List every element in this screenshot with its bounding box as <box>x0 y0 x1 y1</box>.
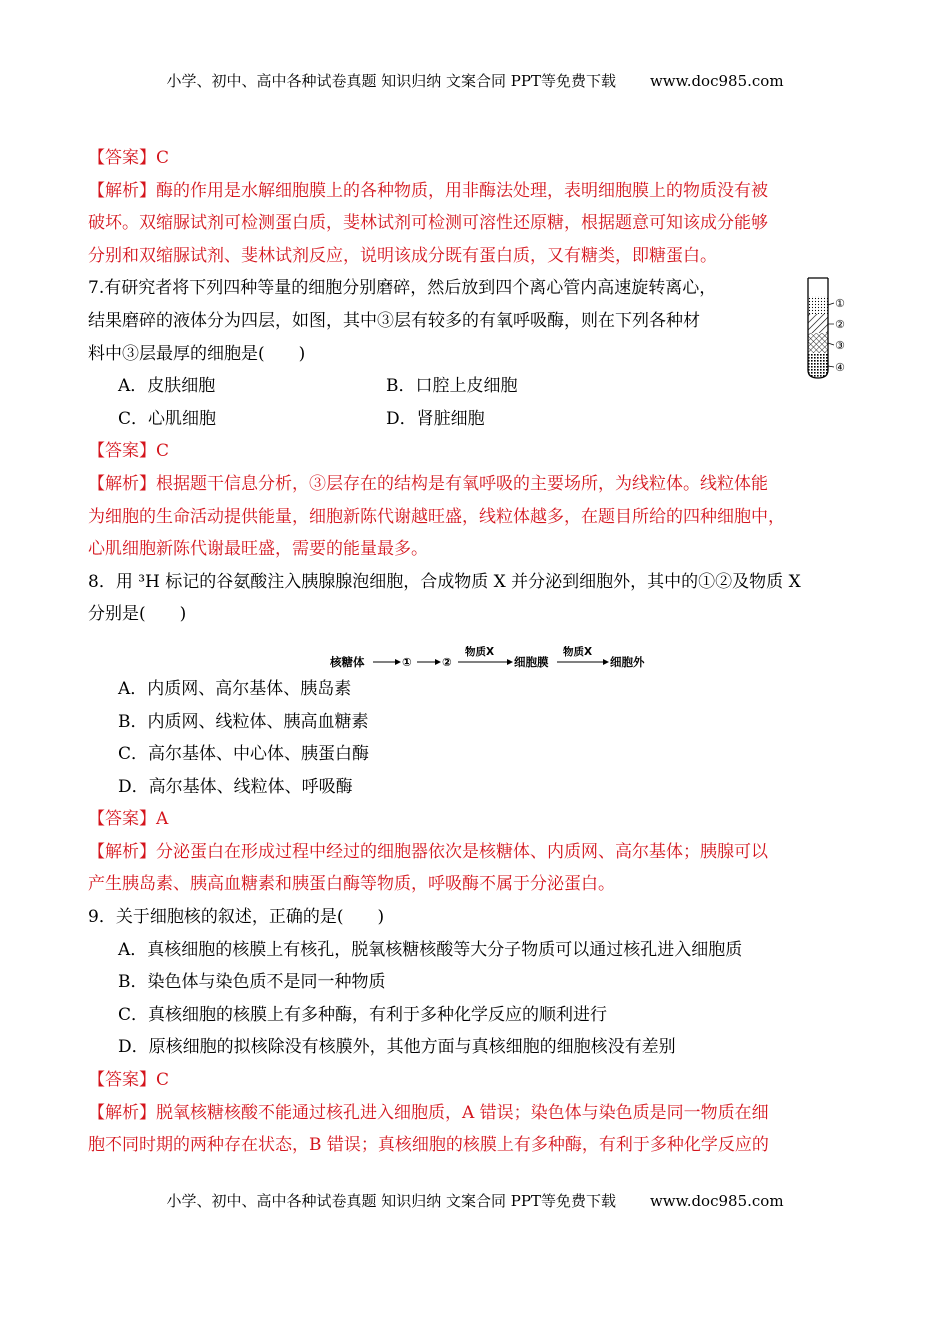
option-line: B．染色体与染色质不是同一种物质 <box>118 972 386 993</box>
page-footer <box>0 1190 950 1211</box>
question-line: 8．用 ³H 标记的谷氨酸注入胰腺腺泡细胞，合成物质 X 并分泌到细胞外，其中的①②及物质 X <box>88 571 801 592</box>
answer-line: 分别和双缩脲试剂、斐林试剂反应，说明该成分既有蛋白质，又有糖类，即糖蛋白。 <box>88 245 717 266</box>
option-line: C．高尔基体、中心体、胰蛋白酶 <box>118 744 370 765</box>
option-text: D．肾脏细胞 <box>386 408 485 429</box>
answer-line: 破坏。双缩脲试剂可检测蛋白质，斐林试剂可检测可溶性还原糖，根据题意可知该成分能够 <box>88 213 768 234</box>
header-site: www.doc985.com <box>649 72 784 90</box>
tube-label-4: ④ <box>835 361 845 374</box>
answer-line: 【解析】酶的作用是水解细胞膜上的各种物质，用非酶法处理，表明细胞膜上的物质没有被 <box>88 180 768 201</box>
page-header <box>0 70 950 91</box>
option-text: B．口腔上皮细胞 <box>386 376 518 397</box>
footer-text: 小学、初中、高中各种试卷真题 知识归纳 文案合同 PPT等免费下载 <box>166 1192 616 1210</box>
question-line: 分别是( ) <box>88 604 187 625</box>
flow-arrow-label-1: 物质X <box>465 646 495 658</box>
answer-line: 【答案】C <box>88 1070 170 1091</box>
question-line: 结果磨碎的液体分为四层，如图，其中③层有较多的有氧呼吸酶，则在下列各种材 <box>88 310 700 331</box>
flow-node-ribosome: 核糖体 <box>330 655 365 669</box>
option-line: B．内质网、线粒体、胰高血糖素 <box>118 711 369 732</box>
footer-site: www.doc985.com <box>649 1192 784 1210</box>
question-line: 料中③层最厚的细胞是( ) <box>88 343 306 364</box>
header-text: 小学、初中、高中各种试卷真题 知识归纳 文案合同 PPT等免费下载 <box>166 72 616 90</box>
tube-layer-4 <box>808 353 828 378</box>
answer-line: 【答案】A <box>88 809 169 830</box>
secretion-flow-diagram <box>330 646 660 674</box>
question-line: 7.有研究者将下列四种等量的细胞分别磨碎，然后放到四个离心管内高速旋转离心， <box>88 278 717 299</box>
option-line: D．原核细胞的拟核除没有核膜外，其他方面与真核细胞的细胞核没有差别 <box>118 1037 676 1058</box>
option-line: A．真核细胞的核膜上有核孔，脱氧核糖核酸等大分子物质可以通过核孔进入细胞质 <box>118 939 743 960</box>
option-row <box>88 403 868 436</box>
answer-line: 【解析】根据题干信息分析，③层存在的结构是有氧呼吸的主要场所，为线粒体。线粒体能 <box>88 473 768 494</box>
tube-label-2: ② <box>835 318 845 331</box>
answer-line: 【答案】C <box>88 148 170 168</box>
flow-node-outside: 细胞外 <box>610 655 645 669</box>
answer-line: 【答案】C <box>88 441 170 462</box>
option-text: A．皮肤细胞 <box>118 376 216 397</box>
question-line: 9．关于细胞核的叙述，正确的是( ) <box>88 907 385 928</box>
tube-label-1: ① <box>835 297 845 310</box>
flow-node-membrane: 细胞膜 <box>514 655 549 669</box>
answer-line: 【解析】分泌蛋白在形成过程中经过的细胞器依次是核糖体、内质网、高尔基体；胰腺可以 <box>88 841 768 862</box>
tube-layer-2 <box>808 314 828 333</box>
flow-node-1: ① <box>402 655 412 669</box>
tube-label-3: ③ <box>835 339 845 352</box>
option-line: A．内质网、高尔基体、胰岛素 <box>118 678 352 699</box>
answer-line: 胞不同时期的两种存在状态，B 错误；真核细胞的核膜上有多种酶，有利于多种化学反应的 <box>88 1135 769 1156</box>
answer-line: 【解析】脱氧核糖核酸不能通过核孔进入细胞质，A 错误；染色体与染色质是同一物质在细 <box>88 1102 769 1123</box>
answer-line: 心肌细胞新陈代谢最旺盛，需要的能量最多。 <box>88 539 428 560</box>
flow-node-2: ② <box>442 655 452 669</box>
tube-layer-3 <box>808 333 828 353</box>
answer-line: 为细胞的生命活动提供能量，细胞新陈代谢越旺盛，线粒体越多，在题目所给的四种细胞中， <box>88 506 785 527</box>
option-line: C．真核细胞的核膜上有多种酶，有利于多种化学反应的顺利进行 <box>118 1004 608 1025</box>
option-line: D．高尔基体、线粒体、呼吸酶 <box>118 776 353 797</box>
answer-line: 产生胰岛素、胰高血糖素和胰蛋白酶等物质，呼吸酶不属于分泌蛋白。 <box>88 874 615 895</box>
option-row <box>88 370 868 403</box>
option-text: C．心肌细胞 <box>118 408 217 429</box>
flow-arrow-label-2: 物质X <box>563 646 593 658</box>
tube-layer-1 <box>808 296 828 314</box>
centrifuge-tube-figure <box>805 276 855 382</box>
